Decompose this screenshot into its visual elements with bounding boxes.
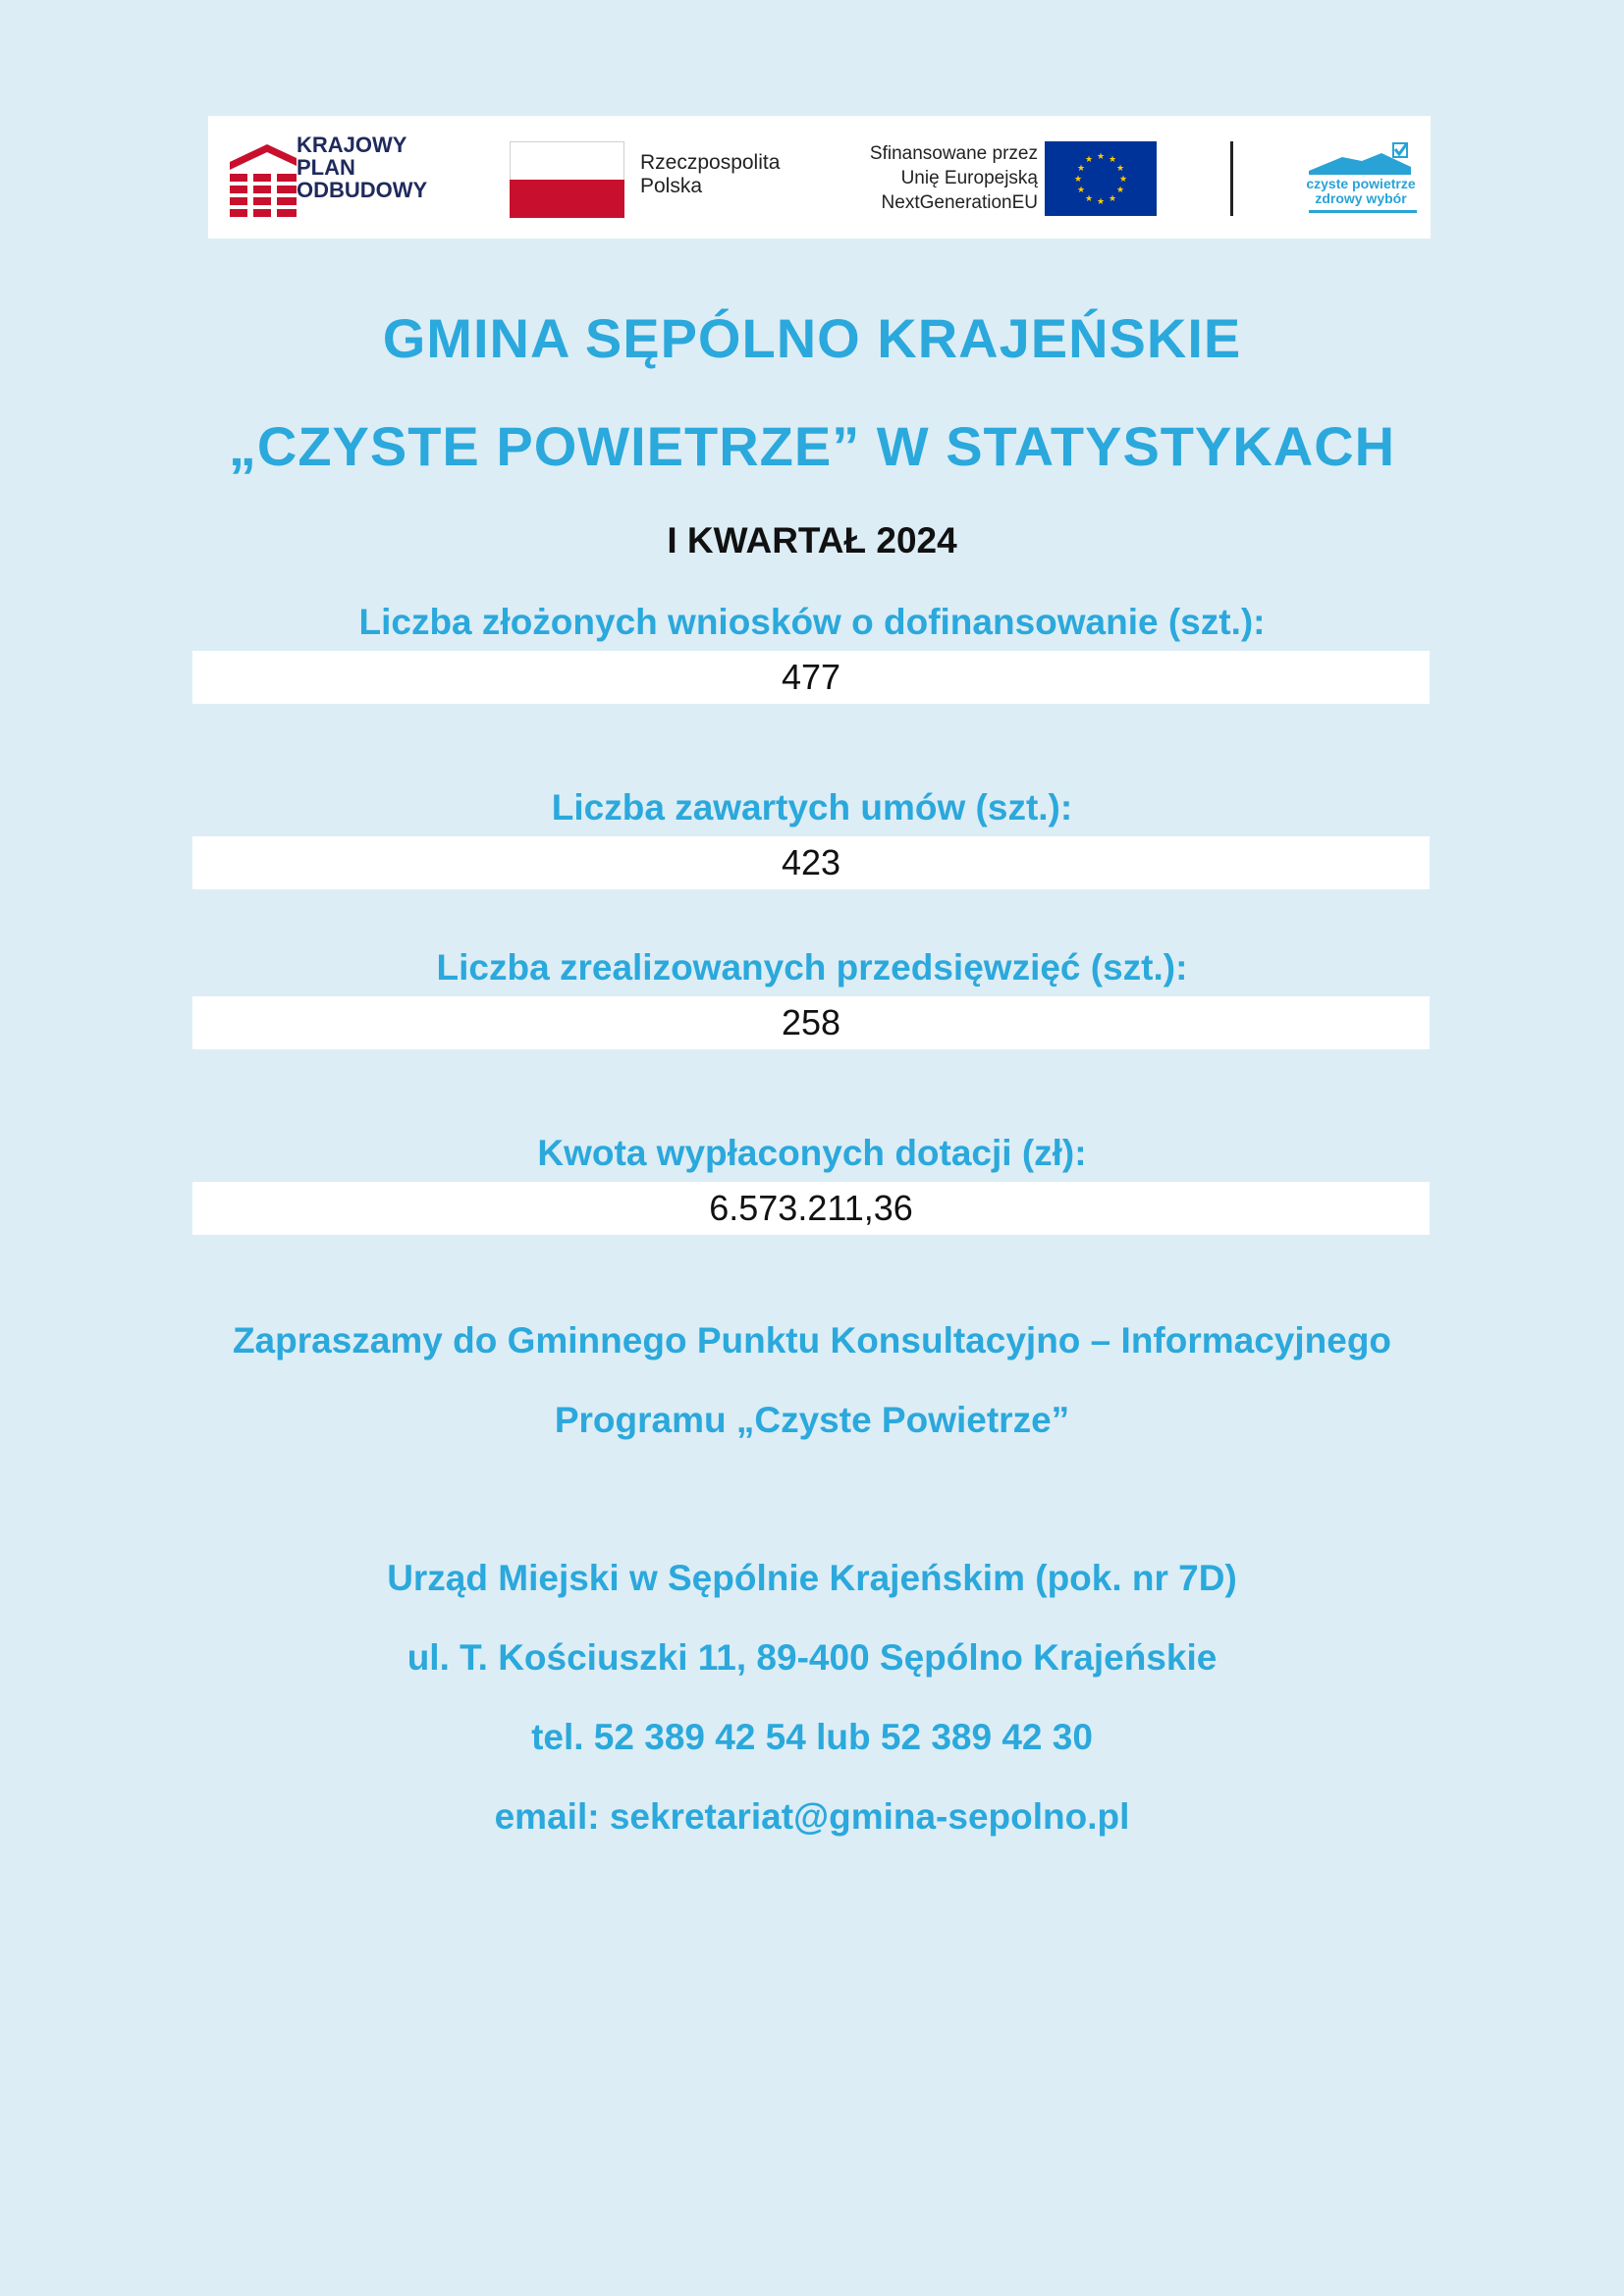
contact-address: ul. T. Kościuszki 11, 89-400 Sępólno Krajeńskie bbox=[406, 1637, 1218, 1678]
svg-text:★: ★ bbox=[1115, 164, 1125, 174]
svg-text:★: ★ bbox=[1118, 175, 1128, 185]
poland-flag-icon bbox=[510, 141, 624, 218]
svg-text:★: ★ bbox=[1115, 186, 1125, 195]
contact-phone: tel. 52 389 42 54 lub 52 389 42 30 bbox=[531, 1717, 1093, 1757]
stat-label-completed: Liczba zrealizowanych przedsięwzięć (szt.): bbox=[436, 947, 1188, 988]
stat-label-grants: Kwota wypłaconych dotacji (zł): bbox=[537, 1133, 1087, 1173]
invite-line-2: Programu „Czyste Powietrze” bbox=[554, 1400, 1070, 1440]
stat-value-contracts: 423 bbox=[192, 836, 1430, 889]
eu-flag-icon bbox=[1045, 141, 1157, 216]
contact-office: Urząd Miejski w Sępólnie Krajeńskim (pok. nr 7D) bbox=[387, 1558, 1237, 1598]
czyste-powietrze-logo-text: czyste powietrze zdrowy wybór bbox=[1306, 176, 1416, 206]
svg-text:★: ★ bbox=[1084, 155, 1094, 165]
svg-text:★: ★ bbox=[1076, 186, 1086, 195]
page-title: GMINA SĘPÓLNO KRAJEŃSKIE bbox=[382, 307, 1242, 369]
period-label: I KWARTAŁ 2024 bbox=[667, 520, 957, 561]
svg-text:★: ★ bbox=[1096, 152, 1106, 162]
svg-text:★: ★ bbox=[1096, 197, 1106, 207]
svg-text:★: ★ bbox=[1073, 175, 1083, 185]
logo-bar bbox=[208, 116, 1431, 239]
svg-text:★: ★ bbox=[1076, 164, 1086, 174]
rp-logo-text: Rzeczpospolita Polska bbox=[640, 151, 781, 197]
svg-text:★: ★ bbox=[1108, 194, 1117, 204]
kpo-logo-text: KRAJOWY PLAN ODBUDOWY bbox=[297, 133, 428, 202]
stat-label-contracts: Liczba zawartych umów (szt.): bbox=[551, 787, 1073, 828]
eu-funding-text: Sfinansowane przez Unię Europejską NextGenerationEU bbox=[869, 143, 1038, 213]
page-subtitle: „CZYSTE POWIETRZE” W STATYSTYKACH bbox=[228, 415, 1396, 477]
invite-line-1: Zapraszamy do Gminnego Punktu Konsultacyjno – Informacyjnego bbox=[232, 1320, 1392, 1361]
contact-email[interactable]: email: sekretariat@gmina-sepolno.pl bbox=[494, 1796, 1130, 1837]
logo-divider bbox=[1230, 141, 1233, 216]
stat-value-grants: 6.573.211,36 bbox=[192, 1182, 1430, 1235]
svg-text:★: ★ bbox=[1108, 155, 1117, 165]
stat-value-completed: 258 bbox=[192, 996, 1430, 1049]
svg-text:★: ★ bbox=[1084, 194, 1094, 204]
stat-value-applications: 477 bbox=[192, 651, 1430, 704]
stat-label-applications: Liczba złożonych wniosków o dofinansowanie (szt.): bbox=[358, 602, 1266, 642]
